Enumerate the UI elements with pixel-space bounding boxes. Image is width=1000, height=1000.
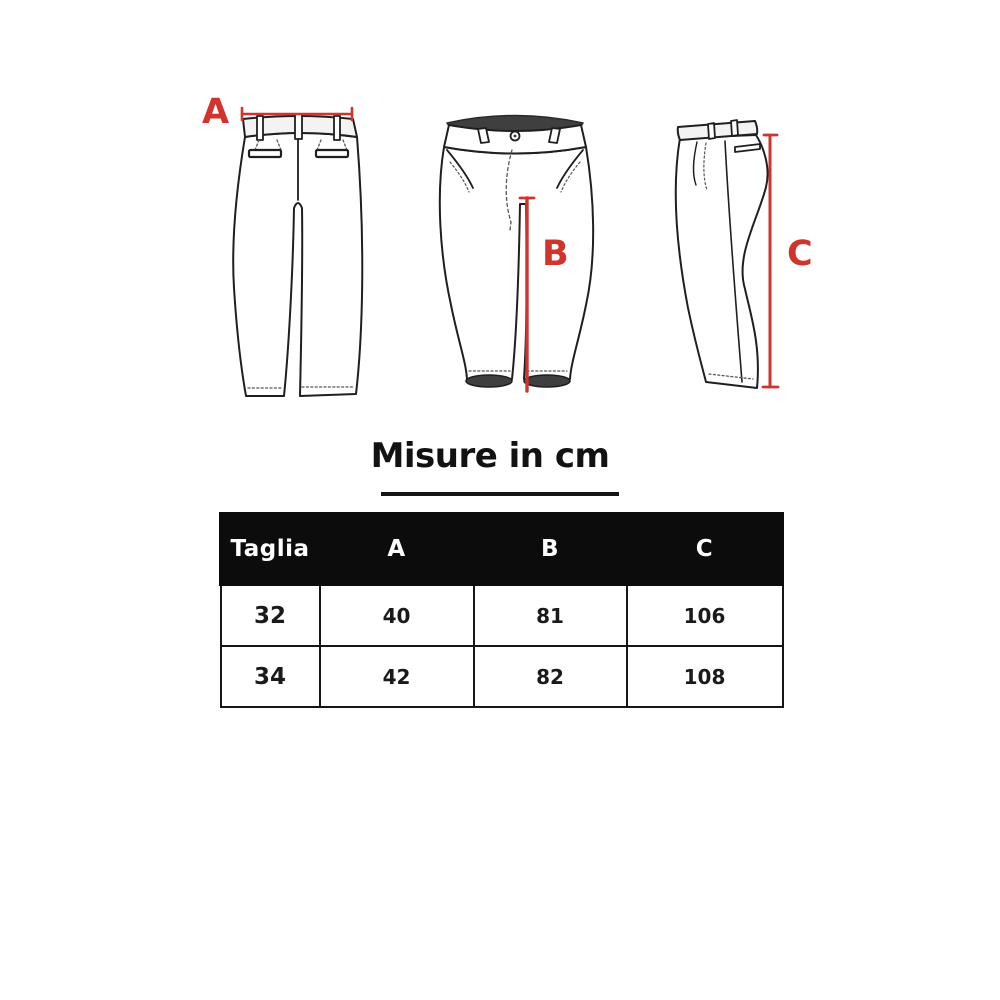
front-hem-left-dark — [466, 375, 512, 387]
cell-32-c: 106 — [627, 585, 783, 647]
pants-front-view-drawing — [440, 116, 593, 392]
cell-32-b: 81 — [474, 585, 627, 647]
title-underline — [381, 492, 619, 496]
size-table-header-row — [221, 514, 783, 585]
front-button-center — [514, 135, 517, 138]
back-pocket-right — [316, 150, 348, 157]
front-belt-loop — [478, 128, 489, 143]
pants-side-view-drawing — [676, 120, 778, 388]
side-belt-loop — [708, 123, 715, 139]
header-taglia: Taglia — [221, 514, 320, 585]
side-body-outline — [676, 135, 768, 388]
front-belt-loop — [549, 128, 560, 143]
cell-34-b: 82 — [474, 646, 627, 707]
pants-back-view-drawing — [233, 108, 362, 396]
cell-34-c: 108 — [627, 646, 783, 707]
header-a: A — [320, 514, 474, 585]
page-title: Misure in cm — [370, 436, 610, 476]
cell-32-a: 40 — [320, 585, 474, 647]
front-body-outline — [440, 147, 593, 379]
side-belt-loop — [731, 120, 738, 136]
cell-34-a: 42 — [320, 646, 474, 707]
back-belt-loop — [295, 114, 302, 139]
measure-label-b: B — [542, 234, 569, 274]
measure-label-c: C — [787, 234, 813, 274]
size-table — [219, 512, 784, 708]
header-c: C — [627, 514, 783, 585]
back-pocket-left — [249, 150, 281, 157]
size-table-row — [221, 585, 783, 647]
back-belt-loop — [334, 116, 340, 140]
cell-size-34: 34 — [221, 646, 320, 707]
back-belt-loop — [257, 116, 263, 140]
pants-illustrations — [0, 90, 1000, 410]
front-hem-right-dark — [524, 375, 570, 387]
cell-size-32: 32 — [221, 585, 320, 647]
header-b: B — [474, 514, 627, 585]
size-table-row — [221, 646, 783, 707]
measure-label-a: A — [202, 92, 230, 132]
